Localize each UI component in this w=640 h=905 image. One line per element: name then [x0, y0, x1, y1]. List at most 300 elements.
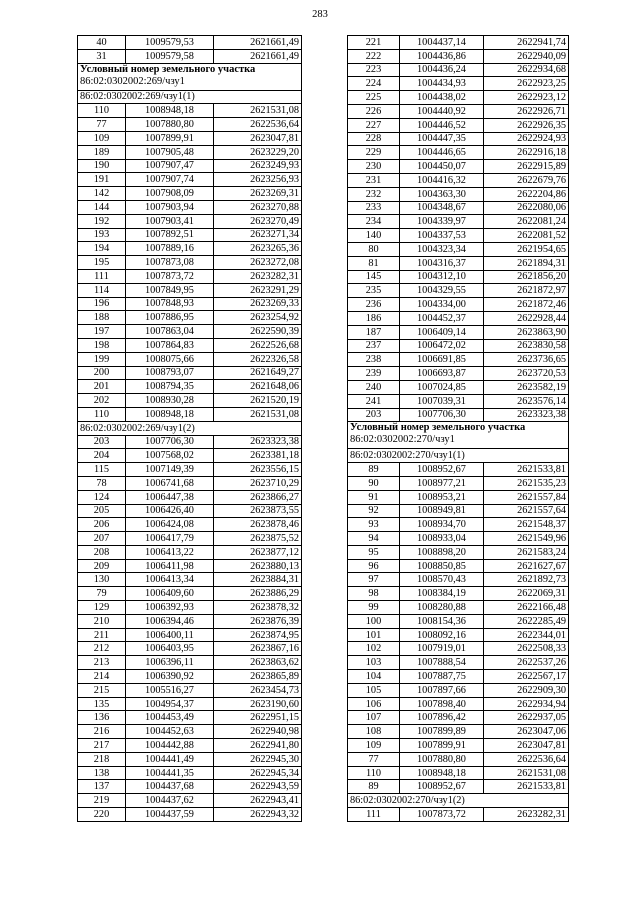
x-coordinate-cell: 1006426,40 — [126, 504, 214, 518]
x-coordinate-cell: 1004434,93 — [400, 77, 484, 91]
y-coordinate-cell: 2623381,18 — [214, 449, 302, 463]
x-coordinate-cell: 1007568,02 — [126, 449, 214, 463]
point-number-cell: 199 — [78, 352, 126, 366]
y-coordinate-cell: 2621661,49 — [214, 49, 302, 63]
y-coordinate-cell: 2622923,25 — [484, 77, 569, 91]
table-row — [78, 545, 302, 559]
point-number-cell: 81 — [348, 256, 400, 270]
y-coordinate-cell: 2621649,27 — [214, 366, 302, 380]
point-number-cell: 233 — [348, 201, 400, 215]
x-coordinate-cell: 1007899,91 — [400, 739, 484, 753]
point-number-cell: 234 — [348, 215, 400, 229]
table-row — [348, 201, 569, 215]
table-row — [348, 132, 569, 146]
y-coordinate-cell: 2622166,48 — [484, 601, 569, 615]
point-number-cell: 229 — [348, 146, 400, 160]
y-coordinate-cell: 2623556,15 — [214, 463, 302, 477]
x-coordinate-cell: 1007896,42 — [400, 711, 484, 725]
subsection-row — [348, 794, 569, 808]
x-coordinate-cell: 1004437,59 — [126, 808, 214, 822]
point-number-cell: 220 — [78, 808, 126, 822]
point-number-cell: 103 — [348, 656, 400, 670]
y-coordinate-cell: 2623886,29 — [214, 587, 302, 601]
point-number-cell: 230 — [348, 160, 400, 174]
y-coordinate-cell: 2622945,34 — [214, 766, 302, 780]
point-number-cell: 214 — [78, 670, 126, 684]
x-coordinate-cell: 1008948,18 — [126, 407, 214, 421]
point-number-cell: 114 — [78, 283, 126, 297]
y-coordinate-cell: 2622943,32 — [214, 808, 302, 822]
point-number-cell: 77 — [348, 752, 400, 766]
point-number-cell: 108 — [348, 725, 400, 739]
table-row — [78, 587, 302, 601]
point-number-cell: 240 — [348, 380, 400, 394]
point-number-cell: 225 — [348, 91, 400, 105]
x-coordinate-cell: 1006400,11 — [126, 628, 214, 642]
point-number-cell: 40 — [78, 36, 126, 50]
x-coordinate-cell: 1007706,30 — [126, 435, 214, 449]
y-coordinate-cell: 2623873,55 — [214, 504, 302, 518]
table-row — [78, 463, 302, 477]
page-number: 283 — [312, 9, 328, 20]
point-number-cell: 138 — [78, 766, 126, 780]
x-coordinate-cell: 1007919,01 — [400, 642, 484, 656]
y-coordinate-cell: 2623878,32 — [214, 601, 302, 615]
table-row — [78, 338, 302, 352]
x-coordinate-cell: 1004441,35 — [126, 766, 214, 780]
y-coordinate-cell: 2623270,49 — [214, 214, 302, 228]
point-number-cell: 187 — [348, 325, 400, 339]
point-number-cell: 130 — [78, 573, 126, 587]
table-row — [348, 587, 569, 601]
y-coordinate-cell: 2621557,84 — [484, 490, 569, 504]
x-coordinate-cell: 1006413,22 — [126, 545, 214, 559]
point-number-cell: 90 — [348, 476, 400, 490]
point-number-cell: 210 — [78, 614, 126, 628]
y-coordinate-cell: 2622943,59 — [214, 780, 302, 794]
x-coordinate-cell: 1008952,67 — [400, 780, 484, 794]
point-number-cell: 77 — [78, 118, 126, 132]
section-header-code: 86:02:0302002:269/чзу1 — [80, 75, 185, 87]
y-coordinate-cell: 2622909,30 — [484, 683, 569, 697]
table-row — [348, 104, 569, 118]
table-row — [78, 670, 302, 684]
x-coordinate-cell: 1007907,47 — [126, 159, 214, 173]
x-coordinate-cell: 1008952,67 — [400, 463, 484, 477]
table-row — [348, 739, 569, 753]
table-row — [78, 766, 302, 780]
point-number-cell: 111 — [78, 269, 126, 283]
table-row — [78, 49, 302, 63]
point-number-cell: 109 — [78, 131, 126, 145]
x-coordinate-cell: 1007889,16 — [126, 242, 214, 256]
x-coordinate-cell: 1006447,38 — [126, 490, 214, 504]
x-coordinate-cell: 1008949,81 — [400, 504, 484, 518]
table-row — [78, 131, 302, 145]
table-row — [78, 187, 302, 201]
x-coordinate-cell: 1007903,94 — [126, 200, 214, 214]
point-number-cell: 142 — [78, 187, 126, 201]
x-coordinate-cell: 1007898,40 — [400, 697, 484, 711]
y-coordinate-cell: 2622916,18 — [484, 146, 569, 160]
table-row — [348, 463, 569, 477]
point-number-cell: 100 — [348, 614, 400, 628]
point-number-cell: 101 — [348, 628, 400, 642]
point-number-cell: 94 — [348, 532, 400, 546]
y-coordinate-cell: 2621533,81 — [484, 780, 569, 794]
point-number-cell: 80 — [348, 242, 400, 256]
table-row — [348, 173, 569, 187]
x-coordinate-cell: 1006741,68 — [126, 476, 214, 490]
section-header-code: 86:02:0302002:270/чзу1 — [350, 434, 455, 446]
point-number-cell: 96 — [348, 559, 400, 573]
table-row — [78, 808, 302, 822]
point-number-cell: 95 — [348, 545, 400, 559]
y-coordinate-cell: 2622943,41 — [214, 794, 302, 808]
x-coordinate-cell: 1004316,37 — [400, 256, 484, 270]
table-row — [348, 160, 569, 174]
point-number-cell: 89 — [348, 780, 400, 794]
table-row — [348, 36, 569, 50]
x-coordinate-cell: 1008154,36 — [400, 614, 484, 628]
point-number-cell: 135 — [78, 697, 126, 711]
point-number-cell: 224 — [348, 77, 400, 91]
table-row — [78, 504, 302, 518]
x-coordinate-cell: 1007888,54 — [400, 656, 484, 670]
y-coordinate-cell: 2623271,34 — [214, 228, 302, 242]
x-coordinate-cell: 1007873,72 — [400, 808, 484, 822]
point-number-cell: 145 — [348, 270, 400, 284]
y-coordinate-cell: 2623877,12 — [214, 545, 302, 559]
x-coordinate-cell: 1007864,83 — [126, 338, 214, 352]
subsection-row — [348, 449, 569, 463]
y-coordinate-cell: 2621648,06 — [214, 380, 302, 394]
table-row — [78, 242, 302, 256]
table-row — [348, 780, 569, 794]
x-coordinate-cell: 1008793,07 — [126, 366, 214, 380]
point-number-cell: 241 — [348, 394, 400, 408]
y-coordinate-cell: 2623282,31 — [214, 269, 302, 283]
y-coordinate-cell: 2621892,73 — [484, 573, 569, 587]
point-number-cell: 216 — [78, 725, 126, 739]
point-number-cell: 222 — [348, 49, 400, 63]
point-number-cell: 218 — [78, 752, 126, 766]
x-coordinate-cell: 1008794,35 — [126, 380, 214, 394]
table-row — [348, 504, 569, 518]
y-coordinate-cell: 2622081,24 — [484, 215, 569, 229]
table-row — [78, 214, 302, 228]
table-row — [348, 367, 569, 381]
table-row — [348, 601, 569, 615]
table-row — [348, 766, 569, 780]
point-number-cell: 203 — [348, 408, 400, 422]
table-row — [348, 697, 569, 711]
section-header-cell — [78, 63, 302, 90]
table-row — [348, 215, 569, 229]
table-row — [348, 711, 569, 725]
point-number-cell: 136 — [78, 711, 126, 725]
table-row — [78, 490, 302, 504]
table-row — [78, 601, 302, 615]
x-coordinate-cell: 1007039,31 — [400, 394, 484, 408]
y-coordinate-cell: 2622069,31 — [484, 587, 569, 601]
point-number-cell: 111 — [348, 808, 400, 822]
y-coordinate-cell: 2622923,12 — [484, 91, 569, 105]
table-row — [348, 614, 569, 628]
y-coordinate-cell: 2623880,13 — [214, 559, 302, 573]
x-coordinate-cell: 1007907,74 — [126, 173, 214, 187]
point-number-cell: 189 — [78, 145, 126, 159]
y-coordinate-cell: 2621583,24 — [484, 545, 569, 559]
y-coordinate-cell: 2623710,29 — [214, 476, 302, 490]
x-coordinate-cell: 1007886,95 — [126, 311, 214, 325]
table-row — [78, 697, 302, 711]
x-coordinate-cell: 1006409,60 — [126, 587, 214, 601]
x-coordinate-cell: 1004437,68 — [126, 780, 214, 794]
section-header-title: Условный номер земельного участка — [350, 422, 526, 434]
subsection-label: 86:02:0302002:269/чзу1(1) — [78, 90, 302, 104]
point-number-cell: 104 — [348, 670, 400, 684]
x-coordinate-cell: 1008850,85 — [400, 559, 484, 573]
y-coordinate-cell: 2622926,35 — [484, 118, 569, 132]
y-coordinate-cell: 2623884,31 — [214, 573, 302, 587]
subsection-row — [78, 90, 302, 104]
y-coordinate-cell: 2623047,81 — [214, 131, 302, 145]
y-coordinate-cell: 2623867,16 — [214, 642, 302, 656]
point-number-cell: 110 — [348, 766, 400, 780]
y-coordinate-cell: 2621531,08 — [214, 104, 302, 118]
y-coordinate-cell: 2623047,06 — [484, 725, 569, 739]
point-number-cell: 124 — [78, 490, 126, 504]
table-row — [78, 614, 302, 628]
point-number-cell: 193 — [78, 228, 126, 242]
y-coordinate-cell: 2622934,94 — [484, 697, 569, 711]
point-number-cell: 231 — [348, 173, 400, 187]
x-coordinate-cell: 1008930,28 — [126, 394, 214, 408]
y-coordinate-cell: 2622590,39 — [214, 325, 302, 339]
point-number-cell: 79 — [78, 587, 126, 601]
y-coordinate-cell: 2621548,37 — [484, 518, 569, 532]
point-number-cell: 93 — [348, 518, 400, 532]
point-number-cell: 89 — [348, 463, 400, 477]
x-coordinate-cell: 1007903,41 — [126, 214, 214, 228]
table-row — [78, 407, 302, 421]
x-coordinate-cell: 1006396,11 — [126, 656, 214, 670]
table-row — [78, 394, 302, 408]
y-coordinate-cell: 2621531,08 — [484, 766, 569, 780]
section-header-title: Условный номер земельного участка — [80, 63, 256, 75]
x-coordinate-cell: 1004416,32 — [400, 173, 484, 187]
point-number-cell: 208 — [78, 545, 126, 559]
x-coordinate-cell: 1007863,04 — [126, 325, 214, 339]
x-coordinate-cell: 1008948,18 — [126, 104, 214, 118]
point-number-cell: 109 — [348, 739, 400, 753]
point-number-cell: 219 — [78, 794, 126, 808]
point-number-cell: 190 — [78, 159, 126, 173]
x-coordinate-cell: 1004323,34 — [400, 242, 484, 256]
point-number-cell: 209 — [78, 559, 126, 573]
table-row — [348, 49, 569, 63]
x-coordinate-cell: 1007887,75 — [400, 670, 484, 684]
subsection-label: 86:02:0302002:270/чзу1(1) — [348, 449, 569, 463]
table-row — [348, 683, 569, 697]
table-row — [348, 642, 569, 656]
point-number-cell: 226 — [348, 104, 400, 118]
table-row — [78, 518, 302, 532]
point-number-cell: 202 — [78, 394, 126, 408]
x-coordinate-cell: 1004446,65 — [400, 146, 484, 160]
y-coordinate-cell: 2622508,33 — [484, 642, 569, 656]
table-row — [348, 77, 569, 91]
table-row — [348, 490, 569, 504]
point-number-cell: 196 — [78, 297, 126, 311]
table-row — [348, 408, 569, 422]
x-coordinate-cell: 1006403,95 — [126, 642, 214, 656]
y-coordinate-cell: 2622941,74 — [484, 36, 569, 50]
x-coordinate-cell: 1009579,58 — [126, 49, 214, 63]
x-coordinate-cell: 1007848,93 — [126, 297, 214, 311]
y-coordinate-cell: 2622934,68 — [484, 63, 569, 77]
subsection-label: 86:02:0302002:270/чзу1(2) — [348, 794, 569, 808]
point-number-cell: 232 — [348, 187, 400, 201]
x-coordinate-cell: 1007024,85 — [400, 380, 484, 394]
table-row — [348, 394, 569, 408]
y-coordinate-cell: 2623582,19 — [484, 380, 569, 394]
table-row — [78, 269, 302, 283]
point-number-cell: 98 — [348, 587, 400, 601]
x-coordinate-cell: 1006413,34 — [126, 573, 214, 587]
table-row — [78, 559, 302, 573]
x-coordinate-cell: 1007849,95 — [126, 283, 214, 297]
x-coordinate-cell: 1008953,21 — [400, 490, 484, 504]
point-number-cell: 115 — [78, 463, 126, 477]
x-coordinate-cell: 1008898,20 — [400, 545, 484, 559]
x-coordinate-cell: 1005516,27 — [126, 683, 214, 697]
x-coordinate-cell: 1004312,10 — [400, 270, 484, 284]
y-coordinate-cell: 2622940,09 — [484, 49, 569, 63]
table-row — [348, 725, 569, 739]
point-number-cell: 110 — [78, 104, 126, 118]
x-coordinate-cell: 1007905,48 — [126, 145, 214, 159]
y-coordinate-cell: 2622081,52 — [484, 229, 569, 243]
x-coordinate-cell: 1004954,37 — [126, 697, 214, 711]
y-coordinate-cell: 2623254,92 — [214, 311, 302, 325]
x-coordinate-cell: 1006390,92 — [126, 670, 214, 684]
table-row — [78, 325, 302, 339]
point-number-cell: 239 — [348, 367, 400, 381]
point-number-cell: 195 — [78, 256, 126, 270]
point-number-cell: 235 — [348, 284, 400, 298]
y-coordinate-cell: 2622536,64 — [484, 752, 569, 766]
table-row — [78, 532, 302, 546]
y-coordinate-cell: 2621856,20 — [484, 270, 569, 284]
point-number-cell: 217 — [78, 739, 126, 753]
point-number-cell: 206 — [78, 518, 126, 532]
point-number-cell: 197 — [78, 325, 126, 339]
point-number-cell: 205 — [78, 504, 126, 518]
x-coordinate-cell: 1006417,79 — [126, 532, 214, 546]
point-number-cell: 212 — [78, 642, 126, 656]
x-coordinate-cell: 1008280,88 — [400, 601, 484, 615]
point-number-cell: 78 — [78, 476, 126, 490]
y-coordinate-cell: 2622915,89 — [484, 160, 569, 174]
table-row — [78, 104, 302, 118]
y-coordinate-cell: 2622526,68 — [214, 338, 302, 352]
y-coordinate-cell: 2622536,64 — [214, 118, 302, 132]
table-row — [78, 380, 302, 394]
x-coordinate-cell: 1007873,08 — [126, 256, 214, 270]
y-coordinate-cell: 2621549,96 — [484, 532, 569, 546]
table-row — [78, 711, 302, 725]
table-row — [78, 173, 302, 187]
point-number-cell: 211 — [78, 628, 126, 642]
y-coordinate-cell: 2621520,19 — [214, 394, 302, 408]
point-number-cell: 236 — [348, 298, 400, 312]
x-coordinate-cell: 1004348,67 — [400, 201, 484, 215]
y-coordinate-cell: 2622945,30 — [214, 752, 302, 766]
y-coordinate-cell: 2623190,60 — [214, 697, 302, 711]
x-coordinate-cell: 1004329,55 — [400, 284, 484, 298]
table-row — [348, 187, 569, 201]
point-number-cell: 188 — [78, 311, 126, 325]
table-row — [348, 476, 569, 490]
table-row — [348, 229, 569, 243]
table-row — [78, 145, 302, 159]
y-coordinate-cell: 2623269,33 — [214, 297, 302, 311]
coordinates-table-right — [347, 35, 569, 822]
table-row — [348, 63, 569, 77]
table-row — [348, 256, 569, 270]
table-row — [348, 146, 569, 160]
y-coordinate-cell: 2623272,08 — [214, 256, 302, 270]
y-coordinate-cell: 2623323,38 — [484, 408, 569, 422]
point-number-cell: 106 — [348, 697, 400, 711]
y-coordinate-cell: 2623863,90 — [484, 325, 569, 339]
y-coordinate-cell: 2623878,46 — [214, 518, 302, 532]
x-coordinate-cell: 1007149,39 — [126, 463, 214, 477]
y-coordinate-cell: 2623229,20 — [214, 145, 302, 159]
table-row — [78, 256, 302, 270]
y-coordinate-cell: 2622326,58 — [214, 352, 302, 366]
point-number-cell: 31 — [78, 49, 126, 63]
y-coordinate-cell: 2621954,65 — [484, 242, 569, 256]
y-coordinate-cell: 2623323,38 — [214, 435, 302, 449]
table-row — [348, 270, 569, 284]
table-row — [348, 353, 569, 367]
table-row — [348, 670, 569, 684]
table-row — [78, 311, 302, 325]
table-row — [78, 200, 302, 214]
point-number-cell: 228 — [348, 132, 400, 146]
point-number-cell: 221 — [348, 36, 400, 50]
point-number-cell: 92 — [348, 504, 400, 518]
table-row — [78, 683, 302, 697]
y-coordinate-cell: 2622537,26 — [484, 656, 569, 670]
point-number-cell: 129 — [78, 601, 126, 615]
point-number-cell: 97 — [348, 573, 400, 587]
y-coordinate-cell: 2622344,01 — [484, 628, 569, 642]
x-coordinate-cell: 1004452,63 — [126, 725, 214, 739]
x-coordinate-cell: 1009579,53 — [126, 36, 214, 50]
y-coordinate-cell: 2623866,27 — [214, 490, 302, 504]
x-coordinate-cell: 1007899,91 — [126, 131, 214, 145]
point-number-cell: 110 — [78, 407, 126, 421]
point-number-cell: 213 — [78, 656, 126, 670]
y-coordinate-cell: 2623291,29 — [214, 283, 302, 297]
x-coordinate-cell: 1004453,49 — [126, 711, 214, 725]
x-coordinate-cell: 1007899,89 — [400, 725, 484, 739]
x-coordinate-cell: 1004438,02 — [400, 91, 484, 105]
